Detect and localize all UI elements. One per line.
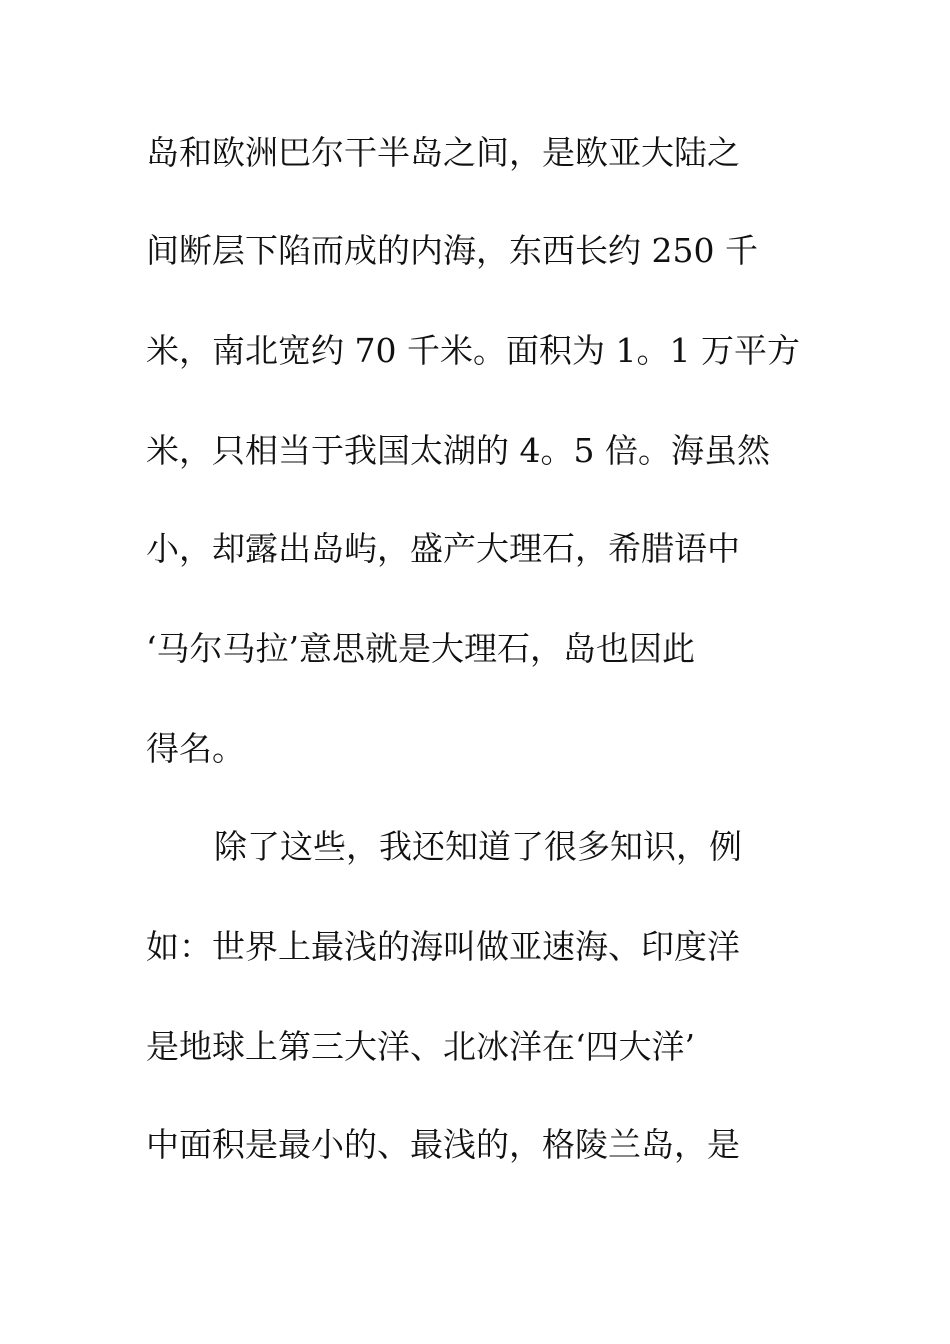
text-line-5: 小，却露出岛屿，盛产大理石，希腊语中 (146, 529, 740, 568)
text-line-9: 如：世界上最浅的海叫做亚速海、印度洋 (146, 927, 740, 966)
text-line-10: 是地球上第三大洋、北冰洋在‘四大洋’ (146, 1027, 695, 1066)
paragraph-start-line: 除了这些，我还知道了很多知识，例 (214, 827, 742, 866)
text-line-7: 得名。 (146, 729, 245, 768)
text-line-6: ‘马尔马拉’意思就是大理石，岛也因此 (146, 629, 695, 668)
text-line-11: 中面积是最小的、最浅的，格陵兰岛，是 (146, 1125, 740, 1164)
text-line-4: 米，只相当于我国太湖的 4。5 倍。海虽然 (146, 431, 770, 470)
text-line-3: 米，南北宽约 70 千米。面积为 1。1 万平方 (146, 331, 800, 370)
text-line-1: 岛和欧洲巴尔干半岛之间，是欧亚大陆之 (146, 133, 740, 172)
text-line-2: 间断层下陷而成的内海，东西长约 250 千 (146, 231, 758, 270)
